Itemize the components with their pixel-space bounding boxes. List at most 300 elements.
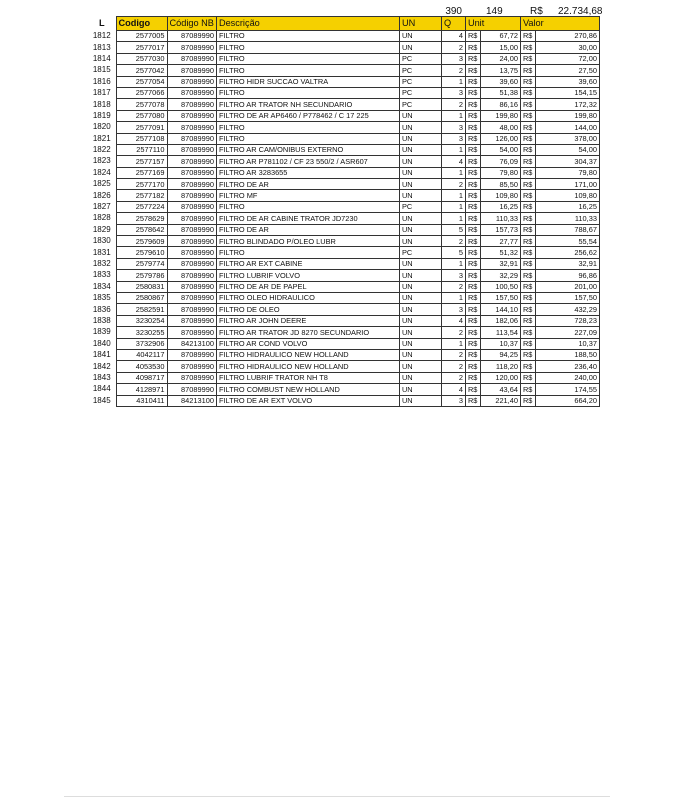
row-description: FILTRO	[216, 65, 399, 76]
table-row	[88, 349, 599, 360]
row-description: FILTRO MF	[216, 190, 399, 201]
row-unit-currency: R$	[465, 315, 480, 326]
row-code: 2577157	[116, 156, 167, 167]
row-unit-price: 54,00	[480, 144, 520, 155]
row-code: 4310411	[116, 395, 167, 406]
row-unit-price: 109,80	[480, 190, 520, 201]
row-unit-type: UN	[399, 270, 441, 281]
table-row	[88, 156, 599, 167]
table-row	[88, 122, 599, 133]
row-nbm-code: 87089990	[167, 258, 216, 269]
row-unit-currency: R$	[465, 87, 480, 98]
row-unit-type: UN	[399, 190, 441, 201]
row-value-currency: R$	[520, 304, 535, 315]
row-unit-type: PC	[399, 201, 441, 212]
row-description: FILTRO	[216, 122, 399, 133]
row-unit-currency: R$	[465, 65, 480, 76]
row-description: FILTRO	[216, 133, 399, 144]
row-value-currency: R$	[520, 281, 535, 292]
row-description: FILTRO OLEO HIDRAULICO	[216, 292, 399, 303]
row-unit-price: 221,40	[480, 395, 520, 406]
row-value-currency: R$	[520, 65, 535, 76]
row-unit-price: 113,54	[480, 327, 520, 338]
col-header-codigo-nbm: Código NB	[167, 17, 216, 31]
row-code: 2577224	[116, 201, 167, 212]
row-line-number: 1835	[92, 293, 111, 303]
row-unit-currency: R$	[465, 247, 480, 258]
row-value: 236,40	[535, 361, 599, 372]
row-nbm-code: 87089990	[167, 122, 216, 133]
row-description: FILTRO COMBUST NEW HOLLAND	[216, 384, 399, 395]
row-line-number: 1827	[92, 202, 111, 212]
row-description: FILTRO DE AR EXT VOLVO	[216, 395, 399, 406]
row-unit-price: 43,64	[480, 384, 520, 395]
row-unit-type: UN	[399, 122, 441, 133]
row-value-currency: R$	[520, 190, 535, 201]
total-value: 22.734,68	[558, 6, 603, 17]
row-value: 144,00	[535, 122, 599, 133]
row-unit-type: UN	[399, 258, 441, 269]
row-value: 199,80	[535, 110, 599, 121]
row-line-number: 1825	[92, 179, 111, 189]
row-value-currency: R$	[520, 384, 535, 395]
table-row	[88, 190, 599, 201]
col-header-unit: Unit	[465, 17, 520, 31]
row-nbm-code: 87089990	[167, 110, 216, 121]
row-unit-type: UN	[399, 156, 441, 167]
row-unit-type: PC	[399, 99, 441, 110]
row-unit-currency: R$	[465, 384, 480, 395]
table-row	[88, 65, 599, 76]
row-value: 728,23	[535, 315, 599, 326]
row-unit-currency: R$	[465, 395, 480, 406]
row-value-currency: R$	[520, 87, 535, 98]
row-unit-currency: R$	[465, 190, 480, 201]
row-line-number: 1834	[92, 281, 111, 291]
table-row	[88, 201, 599, 212]
total-unit: 149	[486, 6, 503, 17]
row-unit-type: UN	[399, 42, 441, 53]
row-value-currency: R$	[520, 76, 535, 87]
row-quantity: 5	[441, 224, 465, 235]
row-unit-price: 120,00	[480, 372, 520, 383]
row-unit-price: 32,91	[480, 258, 520, 269]
row-line-number: 1812	[92, 31, 111, 41]
row-nbm-code: 84213100	[167, 395, 216, 406]
row-unit-currency: R$	[465, 53, 480, 64]
col-header-l: L	[88, 17, 116, 31]
row-value-currency: R$	[520, 144, 535, 155]
row-line-number: 1842	[92, 361, 111, 371]
row-value-currency: R$	[520, 53, 535, 64]
row-description: FILTRO DE AR DE PAPEL	[216, 281, 399, 292]
row-line-number: 1816	[92, 76, 111, 86]
row-nbm-code: 87089990	[167, 372, 216, 383]
page-bottom-divider	[64, 796, 610, 797]
row-line-number: 1845	[92, 395, 111, 405]
row-quantity: 5	[441, 247, 465, 258]
row-nbm-code: 87089990	[167, 304, 216, 315]
row-quantity: 2	[441, 372, 465, 383]
row-nbm-code: 87089990	[167, 179, 216, 190]
row-value-currency: R$	[520, 315, 535, 326]
row-quantity: 3	[441, 395, 465, 406]
row-unit-currency: R$	[465, 76, 480, 87]
row-unit-currency: R$	[465, 372, 480, 383]
row-value-currency: R$	[520, 122, 535, 133]
row-line-number: 1841	[92, 350, 111, 360]
items-table	[88, 16, 600, 407]
row-value: 174,55	[535, 384, 599, 395]
row-quantity: 2	[441, 281, 465, 292]
row-code: 2580831	[116, 281, 167, 292]
row-description: FILTRO AR P781102 / CF 23 550/2 / ASR607	[216, 156, 399, 167]
row-description: FILTRO AR TRATOR NH SECUNDARIO	[216, 99, 399, 110]
row-code: 2577108	[116, 133, 167, 144]
row-unit-price: 24,00	[480, 53, 520, 64]
row-value-currency: R$	[520, 99, 535, 110]
row-code: 2577169	[116, 167, 167, 178]
table-row	[88, 338, 599, 349]
row-description: FILTRO AR COND VOLVO	[216, 338, 399, 349]
row-quantity: 4	[441, 31, 465, 42]
row-line-number: 1836	[92, 304, 111, 314]
row-nbm-code: 87089990	[167, 167, 216, 178]
row-value: 157,50	[535, 292, 599, 303]
table-row	[88, 110, 599, 121]
row-value-currency: R$	[520, 349, 535, 360]
row-unit-type: PC	[399, 76, 441, 87]
row-line-number: 1833	[92, 270, 111, 280]
row-unit-type: UN	[399, 110, 441, 121]
row-code: 2577182	[116, 190, 167, 201]
row-line-number: 1828	[92, 213, 111, 223]
row-code: 4053530	[116, 361, 167, 372]
total-currency: R$	[530, 6, 543, 17]
row-unit-type: UN	[399, 224, 441, 235]
row-nbm-code: 87089990	[167, 315, 216, 326]
row-nbm-code: 87089990	[167, 156, 216, 167]
row-unit-currency: R$	[465, 327, 480, 338]
row-unit-type: UN	[399, 327, 441, 338]
row-description: FILTRO HIDRAULICO NEW HOLLAND	[216, 361, 399, 372]
row-description: FILTRO AR 3283655	[216, 167, 399, 178]
row-unit-price: 182,06	[480, 315, 520, 326]
row-unit-price: 100,50	[480, 281, 520, 292]
row-line-number: 1819	[92, 110, 111, 120]
row-quantity: 1	[441, 144, 465, 155]
row-unit-type: UN	[399, 144, 441, 155]
row-quantity: 2	[441, 179, 465, 190]
row-value: 378,00	[535, 133, 599, 144]
row-line-number: 1821	[92, 133, 111, 143]
row-code: 3732906	[116, 338, 167, 349]
row-value: 32,91	[535, 258, 599, 269]
table-header-row	[88, 17, 599, 31]
row-nbm-code: 87089990	[167, 213, 216, 224]
row-code: 2577030	[116, 53, 167, 64]
table-row	[88, 236, 599, 247]
row-line-number: 1820	[92, 122, 111, 132]
row-description: FILTRO DE AR	[216, 224, 399, 235]
row-value-currency: R$	[520, 372, 535, 383]
row-nbm-code: 87089990	[167, 292, 216, 303]
row-line-number: 1844	[92, 384, 111, 394]
row-code: 2579609	[116, 236, 167, 247]
row-unit-type: UN	[399, 315, 441, 326]
table-row	[88, 224, 599, 235]
row-unit-currency: R$	[465, 361, 480, 372]
row-unit-type: PC	[399, 87, 441, 98]
row-unit-price: 199,80	[480, 110, 520, 121]
row-code: 2577054	[116, 76, 167, 87]
row-nbm-code: 87089990	[167, 327, 216, 338]
row-code: 2578642	[116, 224, 167, 235]
row-line-number: 1826	[92, 190, 111, 200]
row-value-currency: R$	[520, 42, 535, 53]
row-unit-price: 51,38	[480, 87, 520, 98]
table-row	[88, 167, 599, 178]
row-quantity: 1	[441, 190, 465, 201]
table-row	[88, 53, 599, 64]
row-quantity: 2	[441, 236, 465, 247]
row-quantity: 3	[441, 304, 465, 315]
row-value: 171,00	[535, 179, 599, 190]
row-unit-currency: R$	[465, 42, 480, 53]
row-value: 55,54	[535, 236, 599, 247]
row-value: 304,37	[535, 156, 599, 167]
row-quantity: 2	[441, 349, 465, 360]
table-row	[88, 327, 599, 338]
row-code: 2578629	[116, 213, 167, 224]
row-quantity: 2	[441, 99, 465, 110]
row-line-number: 1814	[92, 53, 111, 63]
table-row	[88, 179, 599, 190]
row-unit-currency: R$	[465, 179, 480, 190]
row-line-number: 1839	[92, 327, 111, 337]
row-line-number: 1815	[92, 65, 111, 75]
row-unit-price: 67,72	[480, 31, 520, 42]
row-code: 2577091	[116, 122, 167, 133]
row-description: FILTRO AR JOHN DEERE	[216, 315, 399, 326]
row-value: 201,00	[535, 281, 599, 292]
row-nbm-code: 87089990	[167, 361, 216, 372]
row-quantity: 1	[441, 167, 465, 178]
row-unit-type: UN	[399, 167, 441, 178]
row-description: FILTRO DE AR AP6460 / P778462 / C 17 225	[216, 110, 399, 121]
row-quantity: 3	[441, 53, 465, 64]
row-code: 2580867	[116, 292, 167, 303]
row-unit-price: 39,60	[480, 76, 520, 87]
row-nbm-code: 87089990	[167, 224, 216, 235]
row-code: 2577005	[116, 31, 167, 42]
row-unit-currency: R$	[465, 213, 480, 224]
row-unit-type: UN	[399, 133, 441, 144]
row-line-number: 1843	[92, 372, 111, 382]
row-quantity: 1	[441, 213, 465, 224]
row-line-number: 1832	[92, 259, 111, 268]
row-value: 72,00	[535, 53, 599, 64]
row-unit-type: PC	[399, 65, 441, 76]
table-row	[88, 87, 599, 98]
row-value: 154,15	[535, 87, 599, 98]
col-header-un: UN	[399, 17, 441, 31]
row-unit-price: 79,80	[480, 167, 520, 178]
row-value: 54,00	[535, 144, 599, 155]
row-unit-price: 94,25	[480, 349, 520, 360]
row-quantity: 2	[441, 65, 465, 76]
row-line-number: 1831	[92, 247, 111, 257]
table-body	[88, 31, 599, 407]
row-unit-currency: R$	[465, 133, 480, 144]
row-unit-price: 76,09	[480, 156, 520, 167]
row-unit-currency: R$	[465, 338, 480, 349]
row-code: 2577066	[116, 87, 167, 98]
row-description: FILTRO DE AR	[216, 179, 399, 190]
row-unit-price: 13,75	[480, 65, 520, 76]
col-header-valor: Valor	[520, 17, 599, 31]
total-quantity: 390	[445, 6, 462, 17]
row-value-currency: R$	[520, 179, 535, 190]
row-unit-type: UN	[399, 384, 441, 395]
row-unit-price: 15,00	[480, 42, 520, 53]
row-value: 10,37	[535, 338, 599, 349]
row-unit-type: UN	[399, 281, 441, 292]
row-unit-type: PC	[399, 53, 441, 64]
row-unit-currency: R$	[465, 31, 480, 42]
row-nbm-code: 87089990	[167, 144, 216, 155]
row-value-currency: R$	[520, 31, 535, 42]
row-line-number: 1822	[92, 145, 111, 155]
row-value: 788,67	[535, 224, 599, 235]
row-description: FILTRO	[216, 87, 399, 98]
row-nbm-code: 87089990	[167, 349, 216, 360]
row-value-currency: R$	[520, 167, 535, 178]
row-unit-currency: R$	[465, 201, 480, 212]
row-unit-type: UN	[399, 236, 441, 247]
row-quantity: 1	[441, 258, 465, 269]
row-line-number: 1840	[92, 338, 111, 348]
row-code: 2582591	[116, 304, 167, 315]
row-unit-type: UN	[399, 349, 441, 360]
row-line-number: 1830	[92, 236, 111, 246]
row-quantity: 3	[441, 87, 465, 98]
row-value: 109,80	[535, 190, 599, 201]
row-code: 3230254	[116, 315, 167, 326]
table-row	[88, 99, 599, 110]
row-code: 2579774	[116, 258, 167, 269]
row-unit-price: 86,16	[480, 99, 520, 110]
row-code: 3230255	[116, 327, 167, 338]
table-row	[88, 133, 599, 144]
row-unit-price: 16,25	[480, 201, 520, 212]
row-description: FILTRO	[216, 42, 399, 53]
row-line-number: 1823	[92, 156, 111, 166]
row-unit-currency: R$	[465, 304, 480, 315]
col-header-codigo: Codigo	[116, 17, 167, 31]
row-nbm-code: 87089990	[167, 42, 216, 53]
table-row	[88, 281, 599, 292]
row-unit-currency: R$	[465, 144, 480, 155]
row-value-currency: R$	[520, 361, 535, 372]
row-code: 2577110	[116, 144, 167, 155]
row-line-number: 1838	[92, 315, 111, 325]
row-nbm-code: 87089990	[167, 281, 216, 292]
row-unit-currency: R$	[465, 122, 480, 133]
row-nbm-code: 84213100	[167, 338, 216, 349]
table-row	[88, 292, 599, 303]
table-row	[88, 258, 599, 269]
row-unit-price: 51,32	[480, 247, 520, 258]
row-code: 2579610	[116, 247, 167, 258]
row-nbm-code: 87089990	[167, 236, 216, 247]
row-description: FILTRO	[216, 247, 399, 258]
row-description: FILTRO	[216, 31, 399, 42]
row-quantity: 1	[441, 201, 465, 212]
row-unit-price: 118,20	[480, 361, 520, 372]
row-unit-type: UN	[399, 361, 441, 372]
row-description: FILTRO DE OLEO	[216, 304, 399, 315]
row-value-currency: R$	[520, 247, 535, 258]
table-row	[88, 395, 599, 406]
row-value: 432,29	[535, 304, 599, 315]
row-quantity: 1	[441, 292, 465, 303]
row-quantity: 4	[441, 384, 465, 395]
row-line-number: 1813	[92, 42, 111, 52]
row-line-number: 1818	[92, 99, 111, 109]
table-row	[88, 372, 599, 383]
row-nbm-code: 87089990	[167, 133, 216, 144]
row-line-number: 1824	[92, 167, 111, 177]
row-quantity: 1	[441, 338, 465, 349]
row-unit-price: 85,50	[480, 179, 520, 190]
table-row	[88, 304, 599, 315]
row-quantity: 2	[441, 361, 465, 372]
row-unit-currency: R$	[465, 156, 480, 167]
row-code: 4128971	[116, 384, 167, 395]
row-value: 256,62	[535, 247, 599, 258]
row-unit-type: UN	[399, 31, 441, 42]
row-code: 2577078	[116, 99, 167, 110]
table-row	[88, 31, 599, 42]
row-nbm-code: 87089990	[167, 270, 216, 281]
row-quantity: 4	[441, 156, 465, 167]
row-nbm-code: 87089990	[167, 384, 216, 395]
table-row	[88, 270, 599, 281]
row-unit-currency: R$	[465, 224, 480, 235]
row-unit-currency: R$	[465, 236, 480, 247]
row-value-currency: R$	[520, 201, 535, 212]
table-row	[88, 315, 599, 326]
row-description: FILTRO AR CAM/ONIBUS EXTERNO	[216, 144, 399, 155]
row-unit-currency: R$	[465, 99, 480, 110]
row-value: 96,86	[535, 270, 599, 281]
row-unit-price: 10,37	[480, 338, 520, 349]
table-row	[88, 76, 599, 87]
row-quantity: 1	[441, 110, 465, 121]
row-value: 172,32	[535, 99, 599, 110]
row-value: 664,20	[535, 395, 599, 406]
col-header-q: Q	[441, 17, 465, 31]
row-value: 240,00	[535, 372, 599, 383]
row-value-currency: R$	[520, 110, 535, 121]
row-unit-currency: R$	[465, 349, 480, 360]
row-value: 110,33	[535, 213, 599, 224]
row-nbm-code: 87089990	[167, 31, 216, 42]
row-code: 2577170	[116, 179, 167, 190]
table-row	[88, 213, 599, 224]
row-unit-type: UN	[399, 179, 441, 190]
